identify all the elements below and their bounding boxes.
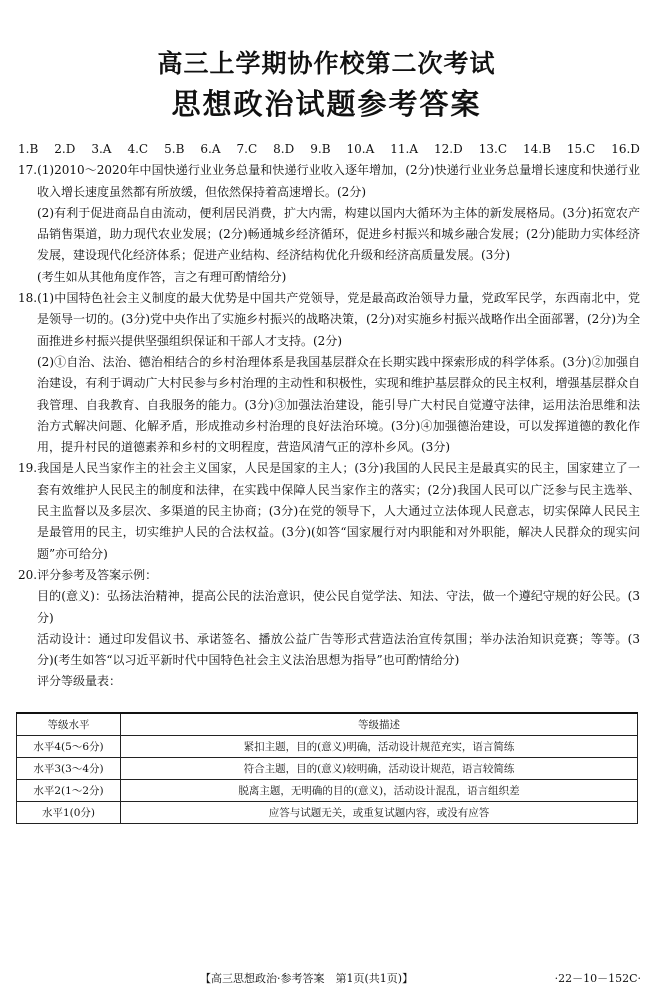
choice-answer: 14.B (523, 142, 551, 156)
grade-description-cell: 紧扣主题，目的(意义)明确，活动设计规范充实，语言简练 (121, 736, 638, 758)
q19-answer: 19.我国是人民当家作主的社会主义国家，人民是国家的主人；(3分)我国的人民民主是最真实的民主，国家建立了一套有效维护人民民主的制度和法律，在实践中保障人民当家作主的落实；(2分)我国人民可以广泛参与民主选举、民主监督以及多层次、多渠道的民主协商；(3分)在党的领导下，人大通过立法体现人民意志，切实保障人民民主是最管用的民主，切实维护人民的合法权益。(3分)(如答“国家履行对内职能和对外职能，解决人民群众的现实问题”亦可给分) (18, 461, 640, 561)
question-17 (18, 160, 640, 288)
table-header-row (17, 713, 638, 736)
choice-answer: 6.A (200, 142, 221, 156)
q18-part2: (2)①自治、法治、德治相结合的乡村治理体系是我国基层群众在长期实践中探索形成的科学体系。(3分)②加强自治建设，有利于调动广大村民参与乡村治理的主动性和积极性，实现和维护基层群众的民主权利，增强基层群众自我管理、自我教育、自我服务的能力。(3分)③加强法治建设，能引导广大村民自觉遵守法律，运用法治思维和法治方式解决问题、化解矛盾，形成推动乡村治理的良好法治环境。(3分)④加强德治建设，可以发挥道德的教化作用，提升村民的道德素养和乡村的文明程度，营造风清气正的淳朴乡风。(3分) (37, 354, 640, 455)
document-subtitle: 思想政治试题参考答案 (171, 87, 482, 121)
choice-answer: 11.A (390, 142, 419, 156)
q18-part1: 18.(1)中国特色社会主义制度的最大优势是中国共产党领导，党是最高政治领导力量，党政军民学，东西南北中，党是领导一切的。(3分)党中央作出了实施乡村振兴的战略决策，(2分)对实施乡村振兴战略作出全面部署，(2分)为全面推进乡村振兴提供坚强组织保证和干部人才支持。(2分) (18, 291, 640, 348)
choice-answer: 8.D (273, 142, 295, 156)
choice-answer: 4.C (127, 142, 149, 156)
document-title: 高三上学期协作校第二次考试 (157, 49, 496, 78)
q20-activity: 活动设计：通过印发倡议书、承诺签名、播放公益广告等形式营造法治宣传氛围；举办法治知识竞赛；等等。(3分)(考生如答“以习近平新时代中国特色社会主义法治思想为指导”也可酌情给分) (37, 631, 640, 668)
choice-answer: 7.C (236, 142, 258, 156)
q17-part1: 17.(1)2010～2020年中国快递行业业务总量和快递行业收入逐年增加，(2分)快递行业业务总量增长速度和快递行业收入增长速度虽然都有所放缓，但依然保持着高速增长。(2分) (18, 163, 640, 199)
grade-level-cell: 水平1(0分) (17, 802, 121, 824)
footer-code: ·22－10－152C· (554, 972, 641, 985)
answer-content (18, 139, 640, 693)
q17-note: (考生如从其他角度作答，言之有理可酌情给分) (37, 269, 287, 284)
question-20 (18, 565, 640, 693)
grade-description-cell: 脱离主题，无明确的目的(意义)，活动设计混乱，语言组织差 (121, 780, 638, 802)
footer-page-info: 【高三思想政治·参考答案 第1页(共1页)】 (200, 972, 414, 985)
grade-level-cell: 水平3(3～4分) (17, 758, 121, 780)
table-row (17, 780, 638, 802)
choice-answer: 3.A (91, 142, 112, 156)
choice-answer: 15.C (566, 142, 596, 156)
grade-level-cell: 水平2(1～2分) (17, 780, 121, 802)
q20-heading: 20.评分参考及答案示例： (18, 567, 158, 582)
grade-level-cell: 水平4(5～6分) (17, 736, 121, 758)
table-row (17, 758, 638, 780)
grade-description-cell: 应答与试题无关，或重复试题内容，或没有应答 (121, 802, 638, 824)
table-header-level: 等级水平 (17, 713, 121, 736)
choice-answer: 12.D (434, 142, 463, 156)
grade-description-cell: 符合主题，目的(意义)较明确，活动设计规范，语言较简练 (121, 758, 638, 780)
grading-scale-table (16, 712, 638, 824)
table-row (17, 802, 638, 824)
question-18 (18, 288, 640, 458)
question-19 (18, 458, 640, 564)
q20-purpose: 目的(意义)：弘扬法治精神，提高公民的法治意识，使公民自觉学法、知法、守法，做一个遵纪守规的好公民。(3分) (37, 589, 640, 625)
choice-answer: 16.D (611, 142, 640, 156)
choice-answer: 2.D (54, 142, 76, 156)
q17-part2: (2)有利于促进商品自由流动，便利居民消费，扩大内需，构建以国内大循环为主体的新发展格局。(3分)拓宽农产品销售渠道，助力现代农业发展；(2分)畅通城乡经济循环，促进乡村振兴和城乡融合发展；(2分)能助力实体经济发展，建设现代化经济体系；促进产业结构、经济结构优化升级和经济高质量发展。(3分) (37, 205, 640, 263)
table-header-description: 等级描述 (121, 713, 638, 736)
choice-answer: 9.B (310, 142, 331, 156)
choice-answer: 13.C (478, 142, 508, 156)
table-row (17, 736, 638, 758)
choice-answers-row (18, 139, 640, 160)
choice-answer: 5.B (164, 142, 185, 156)
choice-answer: 1.B (18, 142, 39, 156)
q20-table-caption: 评分等级量表： (37, 674, 122, 689)
choice-answer: 10.A (346, 142, 375, 156)
